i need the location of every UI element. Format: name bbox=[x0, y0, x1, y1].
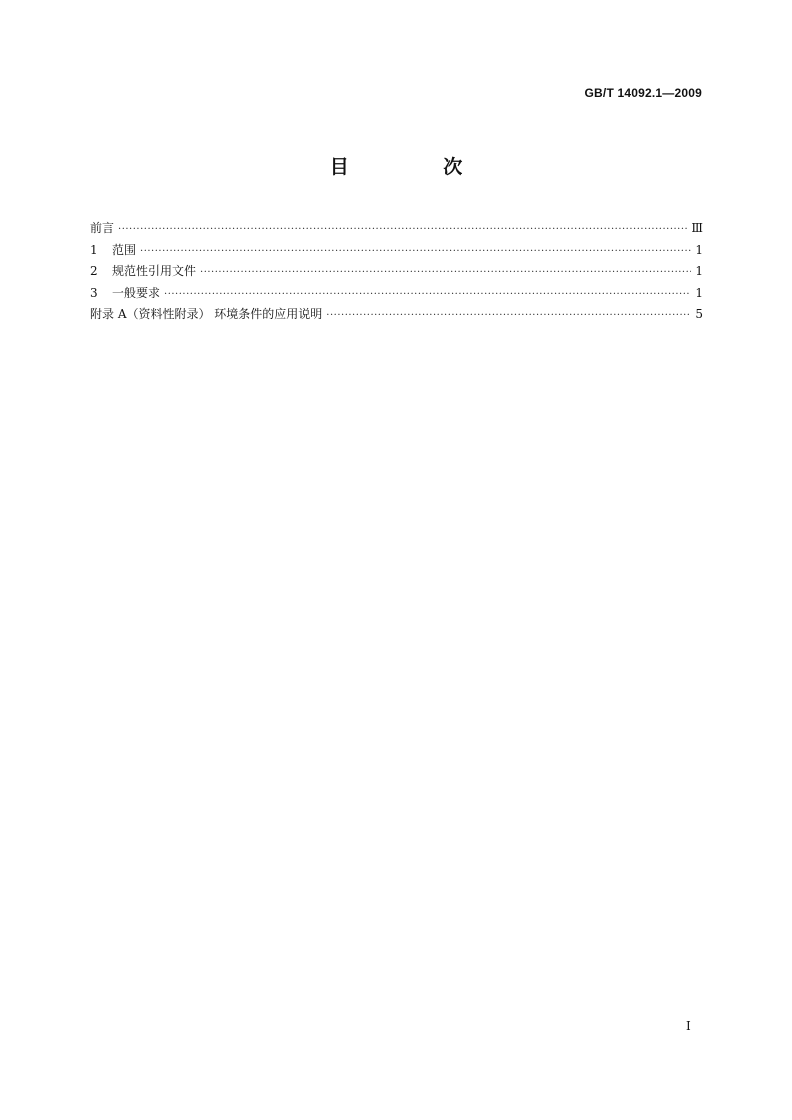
toc-entry-label: 范围 bbox=[112, 242, 137, 257]
toc-leader-dots bbox=[164, 284, 691, 306]
toc-entry-label: 附录 A（资料性附录） 环境条件的应用说明 bbox=[90, 307, 323, 321]
toc-entry-label-wrap bbox=[90, 283, 160, 305]
toc-entry-label: 前言 bbox=[90, 221, 115, 235]
toc-leader-dots bbox=[118, 219, 687, 241]
toc-entry-general-requirements[interactable] bbox=[90, 283, 703, 305]
toc-entry-scope[interactable] bbox=[90, 240, 703, 262]
toc-entry-number: 3 bbox=[90, 285, 98, 300]
page-title: 目 次 bbox=[329, 156, 507, 178]
toc-entry-number: 2 bbox=[90, 264, 98, 278]
toc-entry-label-wrap bbox=[90, 240, 136, 262]
standard-code: GB/T 14092.1—2009 bbox=[584, 86, 702, 100]
toc-entry-page: 5 bbox=[695, 307, 703, 321]
page-number: I bbox=[686, 1019, 691, 1033]
toc-entry-label: 一般要求 bbox=[112, 285, 161, 300]
toc-leader-dots bbox=[200, 262, 691, 284]
toc-entry-normative-references[interactable] bbox=[90, 261, 703, 283]
toc-entry-foreword[interactable] bbox=[90, 218, 703, 240]
toc-entry-page: 1 bbox=[695, 285, 703, 300]
toc-leader-dots bbox=[140, 241, 691, 263]
toc-leader-dots bbox=[326, 305, 691, 327]
toc-entry-number: 1 bbox=[90, 242, 98, 257]
toc-entry-page: Ⅲ bbox=[691, 221, 703, 235]
toc-entry-page: 1 bbox=[695, 264, 703, 278]
toc-entry-page: 1 bbox=[695, 242, 703, 257]
table-of-contents bbox=[90, 218, 703, 326]
toc-entry-label-wrap bbox=[90, 261, 196, 283]
toc-entry-label: 规范性引用文件 bbox=[112, 264, 197, 278]
toc-entry-annex-a[interactable] bbox=[90, 304, 703, 326]
